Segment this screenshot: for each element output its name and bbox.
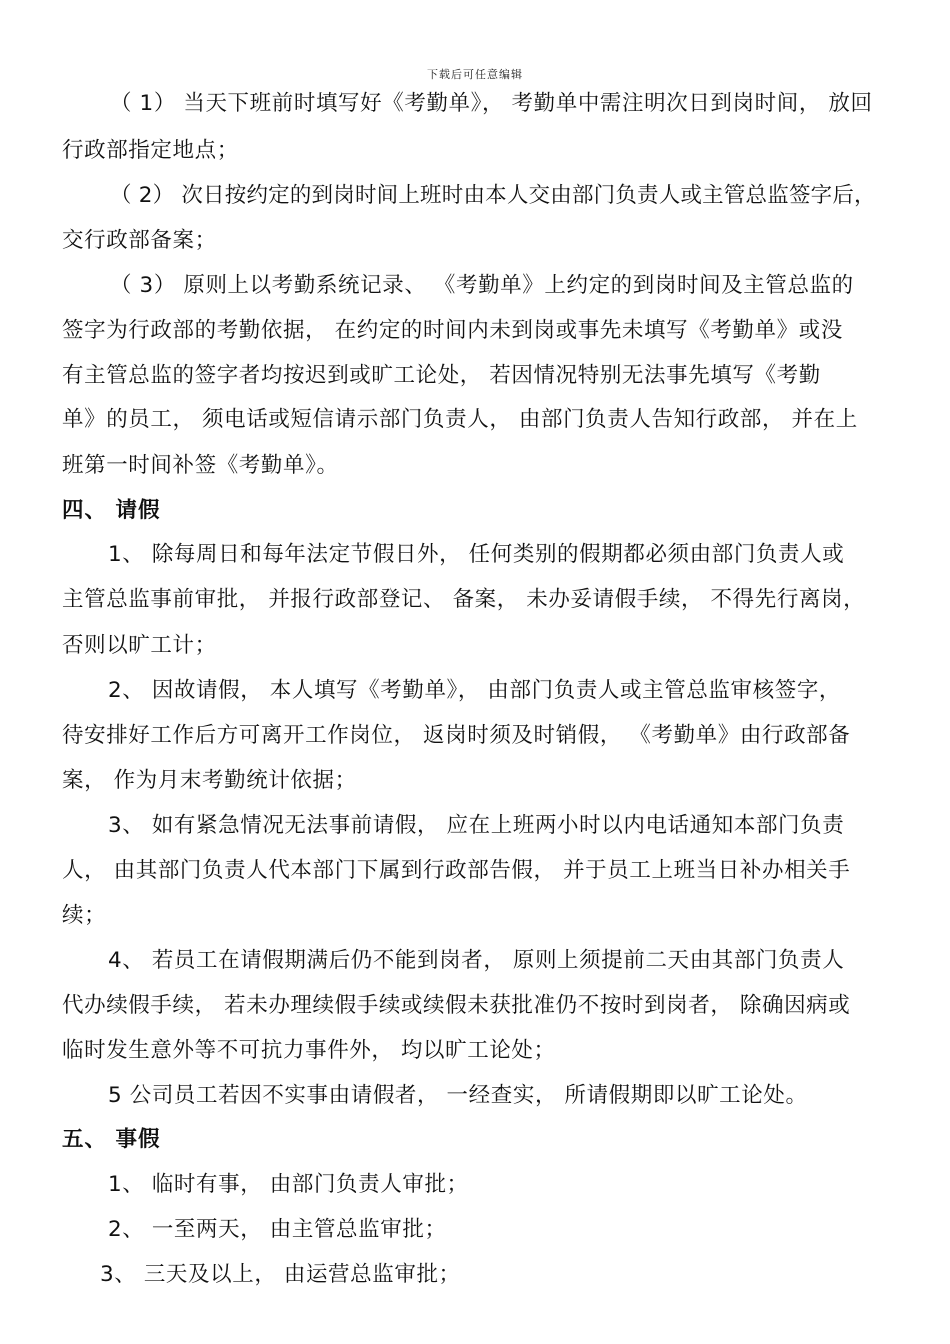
section-heading-personal-leave: 五、 事假 xyxy=(62,1127,161,1152)
paragraph-line: 5 公司员工若因不实事由请假者， 一经查实， 所请假期即以旷工论处。 xyxy=(108,1083,808,1108)
paragraph-line: 签字为行政部的考勤依据， 在约定的时间内未到岗或事先未填写《考勤单》或没 xyxy=(62,318,843,343)
paragraph-line: 临时发生意外等不可抗力事件外， 均以旷工论处； xyxy=(62,1038,556,1063)
paragraph-line: 1、 临时有事， 由部门负责人审批； xyxy=(108,1172,469,1197)
paragraph-line: 代办续假手续， 若未办理续假手续或续假未获批准仍不按时到岗者， 除确因病或 xyxy=(62,993,851,1018)
paragraph-line: 待安排好工作后方可离开工作岗位， 返岗时须及时销假， 《考勤单》由行政部备 xyxy=(62,723,851,748)
paragraph-line: 行政部指定地点； xyxy=(62,138,239,163)
paragraph-line: 主管总监事前审批， 并报行政部登记、 备案， 未办妥请假手续， 不得先行离岗， xyxy=(62,587,866,612)
paragraph-line: 交行政部备案； xyxy=(62,228,217,253)
header-note: 下载后可任意编辑 xyxy=(427,68,523,81)
paragraph-line: （ 1） 当天下班前时填写好《考勤单》， 考勤单中需注明次日到岗时间， 放回 xyxy=(110,91,873,116)
paragraph-line: 单》的员工， 须电话或短信请示部门负责人， 由部门负责人告知行政部， 并在上 xyxy=(62,407,858,432)
paragraph-line: 班第一时间补签《考勤单》。 xyxy=(62,453,339,478)
paragraph-line: （ 2） 次日按约定的到岗时间上班时由本人交由部门负责人或主管总监签字后， xyxy=(110,183,876,208)
paragraph-line: 3、 三天及以上， 由运营总监审批； xyxy=(100,1262,461,1287)
paragraph-line: 否则以旷工计； xyxy=(62,633,217,658)
paragraph-line: 2、 因故请假， 本人填写《考勤单》， 由部门负责人或主管总监审核签字， xyxy=(108,678,842,703)
paragraph-line: 有主管总监的签字者均按迟到或旷工论处， 若因情况特别无法事先填写《考勤 xyxy=(62,363,821,388)
paragraph-line: 4、 若员工在请假期满后仍不能到岗者， 原则上须提前二天由其部门负责人 xyxy=(108,948,845,973)
paragraph-line: 2、 一至两天， 由主管总监审批； xyxy=(108,1217,447,1242)
paragraph-line: （ 3） 原则上以考勤系统记录、 《考勤单》上约定的到岗时间及主管总监的 xyxy=(110,273,854,298)
paragraph-line: 案， 作为月末考勤统计依据； xyxy=(62,768,357,793)
paragraph-line: 人， 由其部门负责人代本部门下属到行政部告假， 并于员工上班当日补办相关手 xyxy=(62,858,851,883)
paragraph-line: 续； xyxy=(62,903,107,928)
paragraph-line: 3、 如有紧急情况无法事前请假， 应在上班两小时以内电话通知本部门负责 xyxy=(108,813,845,838)
section-heading-leave: 四、 请假 xyxy=(62,498,161,523)
paragraph-line: 1、 除每周日和每年法定节假日外， 任何类别的假期都必须由部门负责人或 xyxy=(108,542,845,567)
